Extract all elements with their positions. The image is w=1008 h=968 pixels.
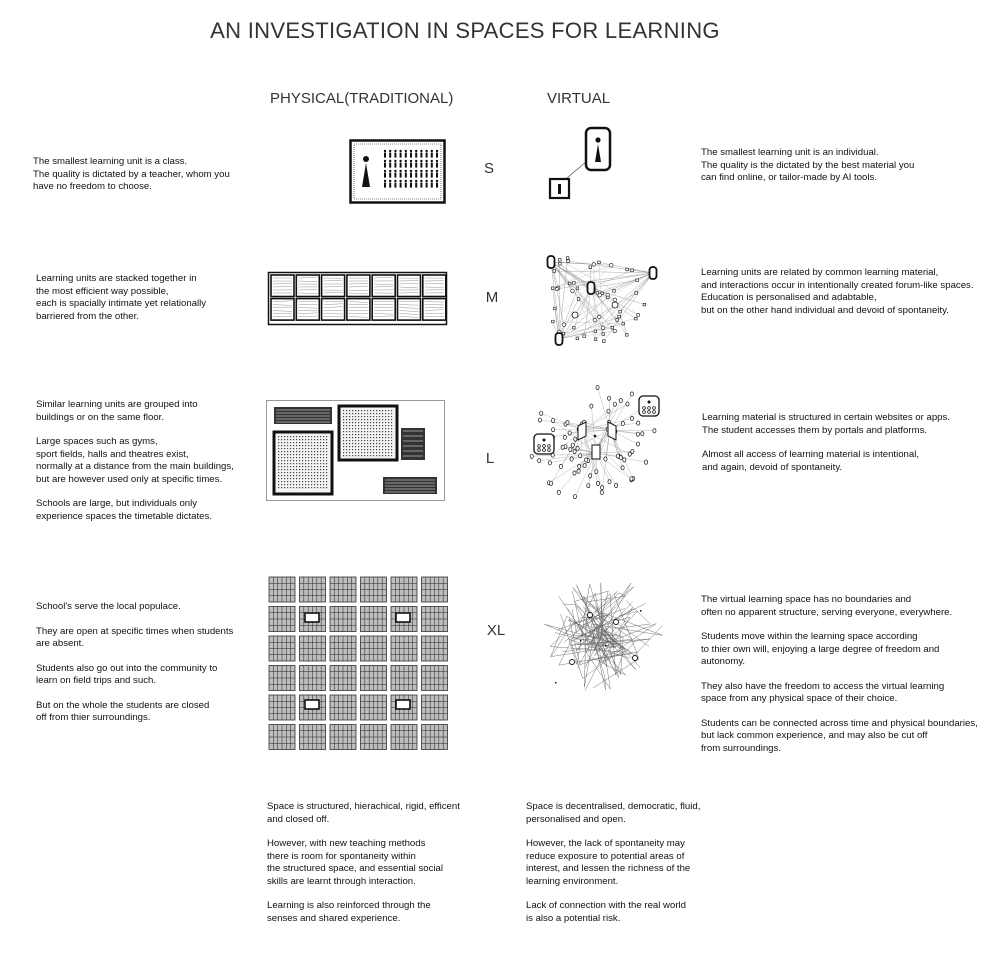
physical-text-xl	[36, 601, 266, 725]
text-paragraph: Space is decentralised, democratic, fluid, personalised and open.	[526, 801, 701, 825]
text-paragraph: Almost all access of learning material is intentional, and again, devoid of spontaneity.	[702, 449, 920, 473]
open-mesh-diagram	[530, 570, 675, 700]
virtual-text-m	[701, 267, 1001, 317]
text-paragraph: School's serve the local populace.	[36, 601, 181, 612]
text-paragraph: However, the lack of spontaneity may reduce exposure to potential areas of interest, and lessen the richness of the learning environment.	[526, 838, 691, 887]
text-paragraph: Schools are large, but individuals only experience spaces the timetable dictates.	[36, 498, 212, 522]
text-paragraph: Students can be connected across time and physical boundaries, but lack common experience, and may also be cut off from surroundings.	[701, 717, 978, 754]
individual-learner-diagram	[547, 126, 617, 202]
level-label-m: M	[485, 289, 499, 306]
page-title: AN INVESTIGATION IN SPACES FOR LEARNING	[210, 18, 720, 43]
physical-summary	[267, 801, 497, 925]
text-paragraph: Learning is also reinforced through the senses and shared experience.	[267, 900, 431, 924]
text-paragraph: Students also go out into the community to learn on field trips and such.	[36, 662, 218, 686]
virtual-text-xl	[701, 594, 1001, 755]
text-paragraph: Lack of connection with the real world is also a potential risk.	[526, 900, 686, 924]
text-paragraph: They are open at specific times when students are absent.	[36, 625, 234, 649]
forum-network-diagram	[540, 250, 665, 350]
virtual-text-s	[701, 147, 991, 185]
text-paragraph: Students move within the learning space according to thier own will, enjoying a large degree of freedom and autonomy.	[701, 631, 940, 667]
text-paragraph: But on the whole the students are closed off from thier surroundings.	[36, 699, 210, 723]
text-paragraph: The smallest learning unit is an individual. The quality is the dictated by the best material you can find online, or tailor-made by AI tools.	[701, 147, 915, 183]
text-paragraph: Large spaces such as gyms, sport fields, halls and theatres exist, normally at a distance from the main buildings, but are however used only at specific times.	[36, 436, 234, 485]
campus-plan-diagram	[266, 400, 445, 501]
text-paragraph: Learning units are related by common learning material, and interactions occur in intentionally created forum-like spaces. Education is personalised and adabtable, but on the other hand individual and devoid of spontaneity.	[701, 267, 974, 316]
physical-text-l	[36, 399, 266, 523]
physical-column-heading: PHYSICAL(TRADITIONAL)	[270, 90, 454, 107]
text-paragraph: Learning material is structured in certain websites or apps. The student accesses them by portals and platforms.	[702, 412, 950, 436]
level-label-l: L	[485, 450, 495, 467]
virtual-column-heading: VIRTUAL	[547, 90, 611, 107]
physical-text-m	[36, 273, 266, 323]
stacked-classrooms-diagram	[268, 272, 447, 325]
text-paragraph: Similar learning units are grouped into buildings or on the same floor.	[36, 399, 198, 423]
classroom-diagram	[349, 139, 446, 204]
text-paragraph: They also have the freedom to access the virtual learning space from any physical space of their choice.	[701, 680, 945, 704]
virtual-text-l	[702, 412, 992, 474]
text-paragraph: However, with new teaching methods there is room for spontaneity within the structured space, and essential social skills are learnt through interaction.	[267, 838, 443, 887]
text-paragraph: Learning units are stacked together in the most efficient way possible, each is spacially intimate yet relationally barriered from the other.	[36, 273, 207, 322]
neighbourhood-grid-diagram	[268, 576, 447, 750]
physical-text-s	[33, 156, 263, 194]
virtual-summary	[526, 801, 756, 925]
level-label-s: S	[483, 160, 494, 177]
text-paragraph: The smallest learning unit is a class. The quality is dictated by a teacher, whom you have no freedom to choose.	[33, 156, 230, 192]
text-paragraph: Space is structured, hierachical, rigid, efficent and closed off.	[267, 801, 460, 825]
text-paragraph: The virtual learning space has no boundaries and often no apparent structure, serving everyone, everywhere.	[701, 594, 953, 618]
level-label-xl: XL	[486, 622, 506, 639]
portal-network-diagram	[528, 378, 668, 506]
